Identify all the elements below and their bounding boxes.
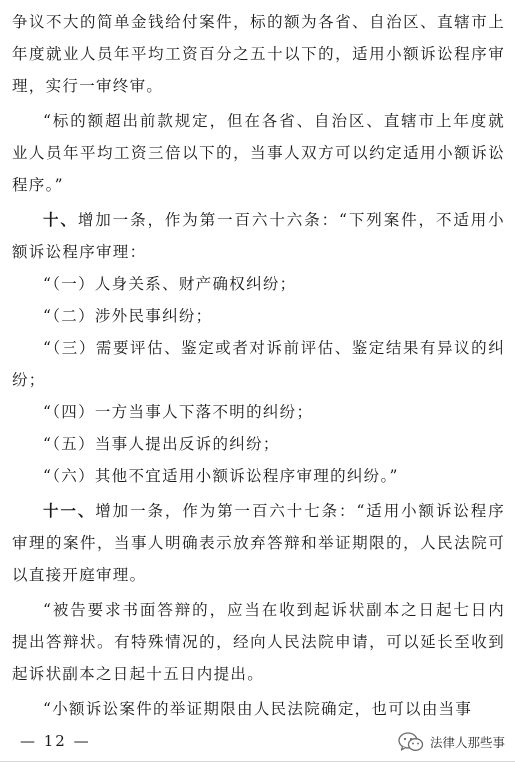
wechat-icon (398, 732, 424, 752)
paragraph (0, 594, 515, 690)
paragraph-text: “（四）一方当事人下落不明的纠纷； (43, 403, 314, 421)
paragraph-text: “（二）涉外民事纠纷； (43, 307, 213, 325)
paragraph-text: “被告要求书面答辩的，应当在收到起诉状副本之日起七日内提出答辩状。有特殊情况的，经向人民法院申请，可以延长至收到起诉状副本之日起十五日内提出。 (12, 601, 505, 683)
paragraph-text: 争议不大的简单金钱给付案件，标的额为各省、自治区、直辖市上年度就业人员年平均工资百分之五十以下的，适用小额诉讼程序审理，实行一审终审。 (12, 13, 505, 95)
paragraph-text: “（三）需要评估、鉴定或者对诉前评估、鉴定结果有异议的纠纷； (12, 339, 505, 389)
paragraph-text: 增加一条，作为第一百六十六条：“下列案件，不适用小额诉讼程序审理： (12, 211, 505, 261)
paragraph (0, 693, 515, 725)
article-number: 十、 (43, 210, 78, 229)
list-item (0, 268, 515, 300)
paragraph-text: “（一）人身关系、财产确权纠纷； (43, 275, 297, 293)
watermark-text: 法律人那些事 (429, 735, 505, 750)
paragraph-text: “（五）当事人提出反诉的纠纷； (43, 435, 280, 453)
document-body (0, 6, 515, 725)
bottom-divider (0, 761, 515, 762)
list-item (0, 428, 515, 460)
paragraph-text: 增加一条，作为第一百六十七条：“适用小额诉讼程序审理的案件，当事人明确表示放弃答辩和举证期限的，人民法院可以直接开庭审理。 (12, 502, 505, 584)
page-footer (0, 728, 515, 758)
paragraph-text: “标的额超出前款规定，但在各省、自治区、直辖市上年度就业人员年平均工资三倍以下的，当事人双方可以约定适用小额诉讼程序。” (12, 112, 505, 194)
watermark (398, 731, 505, 753)
list-item (0, 332, 515, 396)
paragraph-text: “小额诉讼案件的举证期限由人民法院确定，也可以由当事 (43, 700, 473, 718)
list-item (0, 396, 515, 428)
paragraph-article-eleven (0, 495, 515, 591)
paragraph-article-ten (0, 204, 515, 268)
paragraph (0, 105, 515, 201)
page-number: — 12 — (20, 732, 91, 750)
paragraph-text: “（六）其他不宜适用小额诉讼程序审理的纠纷。” (43, 467, 399, 485)
article-number: 十一、 (43, 501, 96, 520)
list-item (0, 460, 515, 492)
list-item (0, 300, 515, 332)
paragraph-continued (0, 6, 515, 102)
